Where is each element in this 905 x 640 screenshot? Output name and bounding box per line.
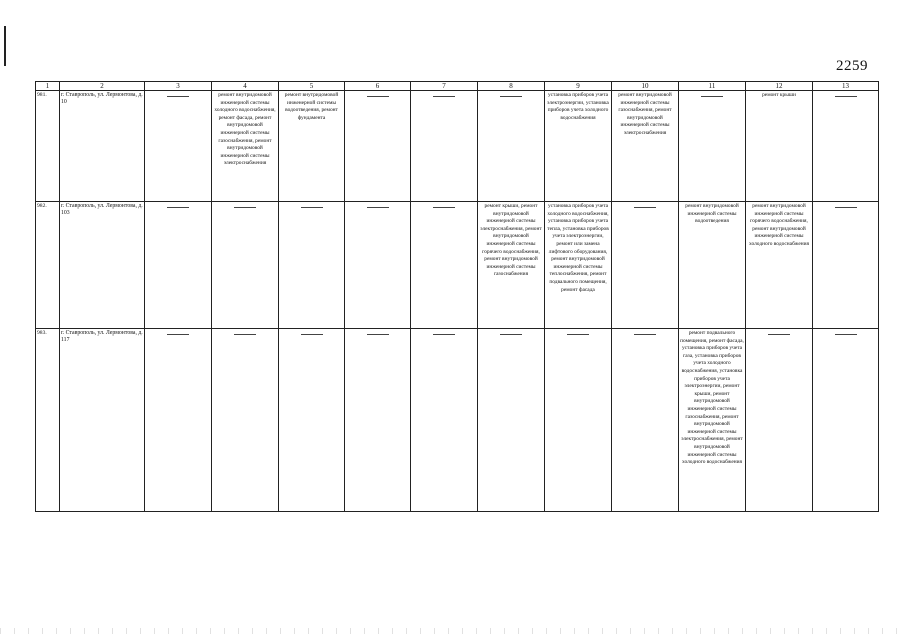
empty-cell-dash bbox=[279, 202, 345, 329]
column-number-row bbox=[36, 82, 879, 91]
work-cell: ремонт внутридомовой инженерной системы водоотведения, ремонт фундамента bbox=[279, 91, 345, 202]
work-cell: ремонт внутридомовой инженерной системы холодного водоснабжения, ремонт фасада, ремонт внутридомовой инженерной системы газоснабжения, ремонт внутридомовой инженерной системы электроснабжения bbox=[212, 91, 279, 202]
page-number: 2259 bbox=[836, 58, 868, 74]
empty-cell-dash bbox=[813, 202, 879, 329]
dash-mark bbox=[835, 207, 857, 208]
empty-cell-dash bbox=[813, 329, 879, 512]
column-number: 12 bbox=[746, 82, 813, 91]
empty-cell-dash bbox=[145, 91, 212, 202]
work-cell: установка приборов учета холодного водоснабжения, установка приборов учета тепла, установка приборов учета электроэнергии, ремонт или замена лифтового оборудования, ремонт внутридомовой инженерной системы теплоснабжения, ремонт подвального помещения, ремонт фасада bbox=[545, 202, 612, 329]
column-number: 2 bbox=[60, 82, 145, 91]
column-number: 8 bbox=[478, 82, 545, 91]
column-number: 9 bbox=[545, 82, 612, 91]
address-cell: г. Ставрополь, ул. Лермонтова, д. 10 bbox=[60, 91, 145, 202]
dash-mark bbox=[835, 96, 857, 97]
column-number: 13 bbox=[813, 82, 879, 91]
dash-mark bbox=[433, 96, 455, 97]
empty-cell-dash bbox=[746, 329, 813, 512]
empty-cell-dash bbox=[411, 91, 478, 202]
empty-cell-dash bbox=[345, 202, 411, 329]
work-cell: ремонт внутридомовой инженерной системы водоотведения bbox=[679, 202, 746, 329]
dash-mark bbox=[433, 207, 455, 208]
table-row bbox=[36, 91, 879, 202]
empty-cell-dash bbox=[212, 329, 279, 512]
empty-cell-dash bbox=[411, 202, 478, 329]
dash-mark bbox=[768, 334, 790, 335]
empty-cell-dash bbox=[212, 202, 279, 329]
column-number: 7 bbox=[411, 82, 478, 91]
empty-cell-dash bbox=[612, 329, 679, 512]
work-cell: ремонт крыши, ремонт внутридомовой инженерной системы электроснабжения, ремонт внутридомовой инженерной системы горячего водоснабжения, ремонт внутридомовой инженерной системы газоснабжения bbox=[478, 202, 545, 329]
scan-margin-mark bbox=[4, 26, 6, 66]
work-cell: ремонт крыши bbox=[746, 91, 813, 202]
work-cell: ремонт подвального помещения, ремонт фасада, установка приборов учета газа, установка приборов учета холодного водоснабжения, установка приборов учета электроэнергии, ремонт крыши, ремонт внутридомовой инженерной системы газоснабжения, ремонт внутридомовой инженерной системы электроснабжения, ремонт внутридомовой инженерной системы холодного водоснабжения bbox=[679, 329, 746, 512]
empty-cell-dash bbox=[145, 329, 212, 512]
repair-schedule-table bbox=[35, 81, 879, 512]
table-row bbox=[36, 202, 879, 329]
dash-mark bbox=[367, 207, 389, 208]
column-number: 10 bbox=[612, 82, 679, 91]
empty-cell-dash bbox=[813, 91, 879, 202]
dash-mark bbox=[367, 334, 389, 335]
empty-cell-dash bbox=[279, 329, 345, 512]
dash-mark bbox=[167, 96, 189, 97]
dash-mark bbox=[835, 334, 857, 335]
work-cell: ремонт внутридомовой инженерной системы газоснабжения, ремонт внутридомовой инженерной системы электроснабжения bbox=[612, 91, 679, 202]
row-number: 982. bbox=[36, 202, 60, 329]
empty-cell-dash bbox=[345, 329, 411, 512]
scan-noise-strip bbox=[0, 628, 905, 634]
dash-mark bbox=[234, 334, 256, 335]
empty-cell-dash bbox=[411, 329, 478, 512]
empty-cell-dash bbox=[545, 329, 612, 512]
dash-mark bbox=[167, 334, 189, 335]
address-cell: г. Ставрополь, ул. Лермонтова, д. 103 bbox=[60, 202, 145, 329]
dash-mark bbox=[433, 334, 455, 335]
column-number: 5 bbox=[279, 82, 345, 91]
dash-mark bbox=[301, 207, 323, 208]
dash-mark bbox=[634, 207, 656, 208]
dash-mark bbox=[167, 207, 189, 208]
dash-mark bbox=[634, 334, 656, 335]
address-cell: г. Ставрополь, ул. Лермонтова, д. 117 bbox=[60, 329, 145, 512]
dash-mark bbox=[301, 334, 323, 335]
empty-cell-dash bbox=[345, 91, 411, 202]
work-cell: установка приборов учета электроэнергии, установка приборов учета холодного водоснабжения bbox=[545, 91, 612, 202]
dash-mark bbox=[567, 334, 589, 335]
table-row bbox=[36, 329, 879, 512]
empty-cell-dash bbox=[679, 91, 746, 202]
empty-cell-dash bbox=[478, 329, 545, 512]
dash-mark bbox=[234, 207, 256, 208]
column-number: 4 bbox=[212, 82, 279, 91]
column-number: 11 bbox=[679, 82, 746, 91]
empty-cell-dash bbox=[612, 202, 679, 329]
column-number: 6 bbox=[345, 82, 411, 91]
work-cell: ремонт внутридомовой инженерной системы горячего водоснабжения, ремонт внутридомовой инженерной системы холодного водоснабжения bbox=[746, 202, 813, 329]
dash-mark bbox=[701, 96, 723, 97]
dash-mark bbox=[367, 96, 389, 97]
row-number: 983. bbox=[36, 329, 60, 512]
dash-mark bbox=[500, 96, 522, 97]
column-number: 1 bbox=[36, 82, 60, 91]
empty-cell-dash bbox=[478, 91, 545, 202]
dash-mark bbox=[500, 334, 522, 335]
empty-cell-dash bbox=[145, 202, 212, 329]
column-number: 3 bbox=[145, 82, 212, 91]
row-number: 981. bbox=[36, 91, 60, 202]
